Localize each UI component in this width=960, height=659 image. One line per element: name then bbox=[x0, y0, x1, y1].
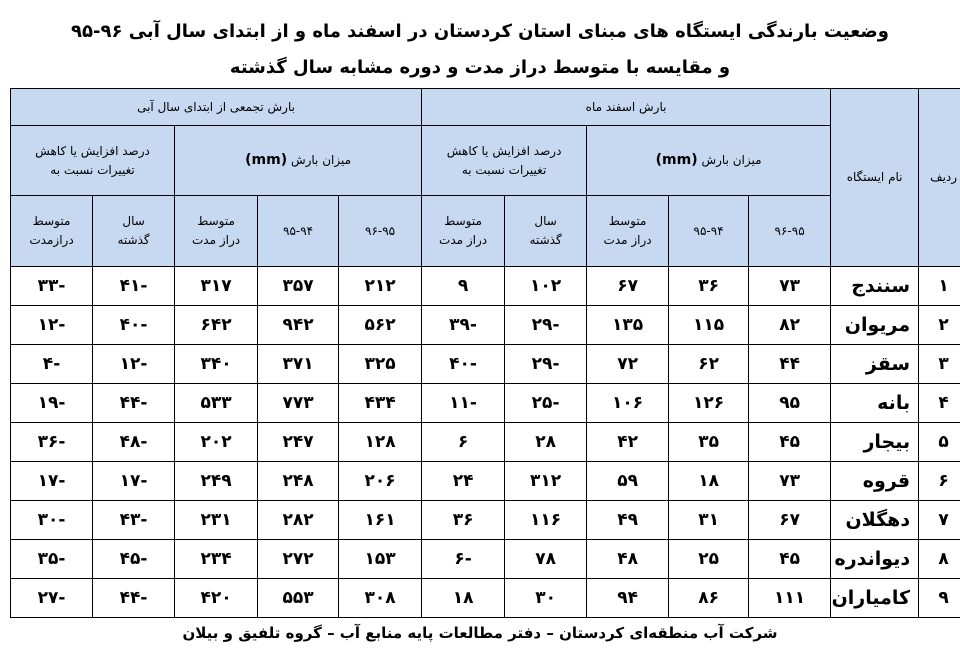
change-label-line2: تغییرات نسبت به bbox=[50, 162, 135, 177]
cumulative-change-avg: -۴ bbox=[11, 345, 93, 384]
station-name: سنندج bbox=[831, 267, 919, 306]
esfand-change-avg: ۹ bbox=[422, 267, 505, 306]
cumulative-95-96: ۳۲۵ bbox=[339, 345, 422, 384]
table-row bbox=[11, 267, 960, 306]
table-row bbox=[11, 501, 960, 540]
cumulative-95-96: ۳۰۸ bbox=[339, 579, 422, 618]
header-esfand-change bbox=[422, 126, 587, 196]
station-name: دهگلان bbox=[831, 501, 919, 540]
cumulative-94-95: ۹۴۲ bbox=[258, 306, 339, 345]
cumulative-95-96: ۱۲۸ bbox=[339, 423, 422, 462]
cumulative-change-avg: -۳۰ bbox=[11, 501, 93, 540]
esfand-change-prev: -۲۹ bbox=[505, 306, 587, 345]
cumulative-change-prev: -۴۳ bbox=[93, 501, 175, 540]
change-label-line2: تغییرات نسبت به bbox=[461, 162, 547, 177]
esfand-avg: ۱۰۶ bbox=[587, 384, 669, 423]
esfand-change-avg: ۲۴ bbox=[422, 462, 505, 501]
cumulative-avg: ۶۴۲ bbox=[175, 306, 258, 345]
cumulative-95-96: ۵۶۲ bbox=[339, 306, 422, 345]
page-title: وضعیت بارندگی ایستگاه های مبنای استان کردستان در اسفند ماه و از ابتدای سال آبی ۹۶-۹۵ bbox=[71, 21, 889, 42]
cumulative-change-prev: -۴۱ bbox=[93, 267, 175, 306]
cumulative-95-96: ۱۶۱ bbox=[339, 501, 422, 540]
cumulative-avg: ۲۳۴ bbox=[175, 540, 258, 579]
esfand-avg: ۴۲ bbox=[587, 423, 669, 462]
header-year-95-96: ۹۶-۹۵ bbox=[749, 196, 831, 267]
cumulative-avg: ۵۳۳ bbox=[175, 384, 258, 423]
esfand-94-95: ۱۸ bbox=[669, 462, 749, 501]
esfand-94-95: ۳۶ bbox=[669, 267, 749, 306]
cumulative-avg: ۳۴۰ bbox=[175, 345, 258, 384]
header-year-95-96: ۹۶-۹۵ bbox=[339, 196, 422, 267]
change-label-line1: درصد افزایش یا کاهش bbox=[446, 143, 562, 158]
row-number: ۱ bbox=[919, 267, 960, 306]
header-esfand: بارش اسفند ماه bbox=[422, 89, 831, 126]
cumulative-avg: ۴۲۰ bbox=[175, 579, 258, 618]
row-number: ۶ bbox=[919, 462, 960, 501]
cumulative-95-96: ۲۰۶ bbox=[339, 462, 422, 501]
esfand-change-prev: ۳۱۲ bbox=[505, 462, 587, 501]
esfand-avg: ۱۳۵ bbox=[587, 306, 669, 345]
amount-label: میزان بارش bbox=[701, 153, 762, 167]
page-subtitle: و مقایسه با متوسط دراز مدت و دوره مشابه سال گذشته bbox=[229, 57, 731, 78]
esfand-change-prev: -۲۹ bbox=[505, 345, 587, 384]
cumulative-avg: ۲۴۹ bbox=[175, 462, 258, 501]
header-esfand-amount bbox=[587, 126, 831, 196]
esfand-95-96: ۸۲ bbox=[749, 306, 831, 345]
station-name: دیواندره bbox=[831, 540, 919, 579]
cumulative-avg: ۲۰۲ bbox=[175, 423, 258, 462]
esfand-avg: ۹۴ bbox=[587, 579, 669, 618]
esfand-change-avg: ۱۸ bbox=[422, 579, 505, 618]
esfand-95-96: ۴۵ bbox=[749, 540, 831, 579]
header-prev-year: سال گذشته bbox=[505, 196, 587, 267]
cumulative-avg: ۳۱۷ bbox=[175, 267, 258, 306]
cumulative-change-avg: -۱۷ bbox=[11, 462, 93, 501]
esfand-94-95: ۳۵ bbox=[669, 423, 749, 462]
table-row bbox=[11, 540, 960, 579]
esfand-avg: ۷۲ bbox=[587, 345, 669, 384]
station-name: قروه bbox=[831, 462, 919, 501]
esfand-change-prev: ۳۰ bbox=[505, 579, 587, 618]
cumulative-94-95: ۲۴۸ bbox=[258, 462, 339, 501]
header-long-term-avg: متوسط دراز مدت bbox=[422, 196, 505, 267]
esfand-95-96: ۴۴ bbox=[749, 345, 831, 384]
header-station: نام ایستگاه bbox=[831, 89, 919, 267]
header-year-94-95: ۹۵-۹۴ bbox=[258, 196, 339, 267]
esfand-avg: ۶۷ bbox=[587, 267, 669, 306]
esfand-change-avg: -۴۰ bbox=[422, 345, 505, 384]
header-cumulative-change bbox=[11, 126, 175, 196]
station-name: مریوان bbox=[831, 306, 919, 345]
cumulative-94-95: ۲۷۲ bbox=[258, 540, 339, 579]
table-row bbox=[11, 579, 960, 618]
cumulative-change-prev: -۴۴ bbox=[93, 579, 175, 618]
cumulative-94-95: ۷۷۳ bbox=[258, 384, 339, 423]
esfand-change-avg: -۳۹ bbox=[422, 306, 505, 345]
cumulative-95-96: ۴۳۴ bbox=[339, 384, 422, 423]
change-label-line1: درصد افزایش یا کاهش bbox=[35, 143, 150, 158]
row-number: ۵ bbox=[919, 423, 960, 462]
amount-label: میزان بارش bbox=[290, 153, 352, 167]
cumulative-change-prev: -۴۵ bbox=[93, 540, 175, 579]
header-long-term-avg: متوسط درازمدت bbox=[11, 196, 93, 267]
esfand-95-96: ۱۱۱ bbox=[749, 579, 831, 618]
station-name: بیجار bbox=[831, 423, 919, 462]
cumulative-94-95: ۲۸۲ bbox=[258, 501, 339, 540]
esfand-95-96: ۷۳ bbox=[749, 267, 831, 306]
esfand-avg: ۴۸ bbox=[587, 540, 669, 579]
table-row bbox=[11, 306, 960, 345]
cumulative-94-95: ۲۴۷ bbox=[258, 423, 339, 462]
esfand-change-avg: -۶ bbox=[422, 540, 505, 579]
esfand-change-prev: ۷۸ bbox=[505, 540, 587, 579]
header-long-term-avg: متوسط دراز مدت bbox=[175, 196, 258, 267]
station-name: کامیاران bbox=[831, 579, 919, 618]
row-number: ۴ bbox=[919, 384, 960, 423]
table-row bbox=[11, 462, 960, 501]
esfand-change-prev: -۲۵ bbox=[505, 384, 587, 423]
cumulative-94-95: ۵۵۳ bbox=[258, 579, 339, 618]
esfand-change-avg: ۳۶ bbox=[422, 501, 505, 540]
esfand-change-avg: -۱۱ bbox=[422, 384, 505, 423]
esfand-94-95: ۲۵ bbox=[669, 540, 749, 579]
cumulative-change-prev: -۱۷ bbox=[93, 462, 175, 501]
esfand-change-prev: ۱۱۶ bbox=[505, 501, 587, 540]
esfand-94-95: ۶۲ bbox=[669, 345, 749, 384]
esfand-95-96: ۶۷ bbox=[749, 501, 831, 540]
cumulative-94-95: ۳۷۱ bbox=[258, 345, 339, 384]
cumulative-change-prev: -۴۴ bbox=[93, 384, 175, 423]
cumulative-94-95: ۳۵۷ bbox=[258, 267, 339, 306]
cumulative-change-avg: -۳۳ bbox=[11, 267, 93, 306]
cumulative-change-prev: -۴۰ bbox=[93, 306, 175, 345]
header-prev-year: سال گذشته bbox=[93, 196, 175, 267]
header-cumulative-amount bbox=[175, 126, 422, 196]
amount-unit: (mm) bbox=[245, 152, 288, 168]
cumulative-change-avg: -۱۲ bbox=[11, 306, 93, 345]
esfand-change-prev: ۲۸ bbox=[505, 423, 587, 462]
row-number: ۳ bbox=[919, 345, 960, 384]
row-number: ۸ bbox=[919, 540, 960, 579]
header-cumulative: بارش تجمعی از ابتدای سال آبی bbox=[11, 89, 422, 126]
rainfall-table bbox=[10, 88, 960, 618]
station-name: سقز bbox=[831, 345, 919, 384]
cumulative-change-prev: -۴۸ bbox=[93, 423, 175, 462]
esfand-95-96: ۴۵ bbox=[749, 423, 831, 462]
station-name: بانه bbox=[831, 384, 919, 423]
cumulative-95-96: ۲۱۲ bbox=[339, 267, 422, 306]
esfand-94-95: ۱۱۵ bbox=[669, 306, 749, 345]
table-row bbox=[11, 345, 960, 384]
header-long-term-avg: متوسط دراز مدت bbox=[587, 196, 669, 267]
esfand-94-95: ۳۱ bbox=[669, 501, 749, 540]
row-number: ۹ bbox=[919, 579, 960, 618]
esfand-94-95: ۱۲۶ bbox=[669, 384, 749, 423]
amount-unit: (mm) bbox=[655, 152, 698, 168]
row-number: ۲ bbox=[919, 306, 960, 345]
cumulative-95-96: ۱۵۳ bbox=[339, 540, 422, 579]
esfand-95-96: ۷۳ bbox=[749, 462, 831, 501]
cumulative-change-prev: -۱۲ bbox=[93, 345, 175, 384]
header-row-no: ردیف bbox=[919, 89, 960, 267]
table-row bbox=[11, 423, 960, 462]
cumulative-change-avg: -۲۷ bbox=[11, 579, 93, 618]
header-year-94-95: ۹۵-۹۴ bbox=[669, 196, 749, 267]
esfand-change-prev: ۱۰۲ bbox=[505, 267, 587, 306]
row-number: ۷ bbox=[919, 501, 960, 540]
esfand-avg: ۴۹ bbox=[587, 501, 669, 540]
cumulative-change-avg: -۳۵ bbox=[11, 540, 93, 579]
cumulative-change-avg: -۱۹ bbox=[11, 384, 93, 423]
cumulative-avg: ۲۳۱ bbox=[175, 501, 258, 540]
esfand-change-avg: ۶ bbox=[422, 423, 505, 462]
table-row bbox=[11, 384, 960, 423]
footer-credit: شرکت آب منطقه‌ای کردستان – دفتر مطالعات پایه منابع آب – گروه تلفیق و بیلان bbox=[182, 624, 778, 642]
esfand-94-95: ۸۶ bbox=[669, 579, 749, 618]
esfand-95-96: ۹۵ bbox=[749, 384, 831, 423]
esfand-avg: ۵۹ bbox=[587, 462, 669, 501]
cumulative-change-avg: -۳۶ bbox=[11, 423, 93, 462]
